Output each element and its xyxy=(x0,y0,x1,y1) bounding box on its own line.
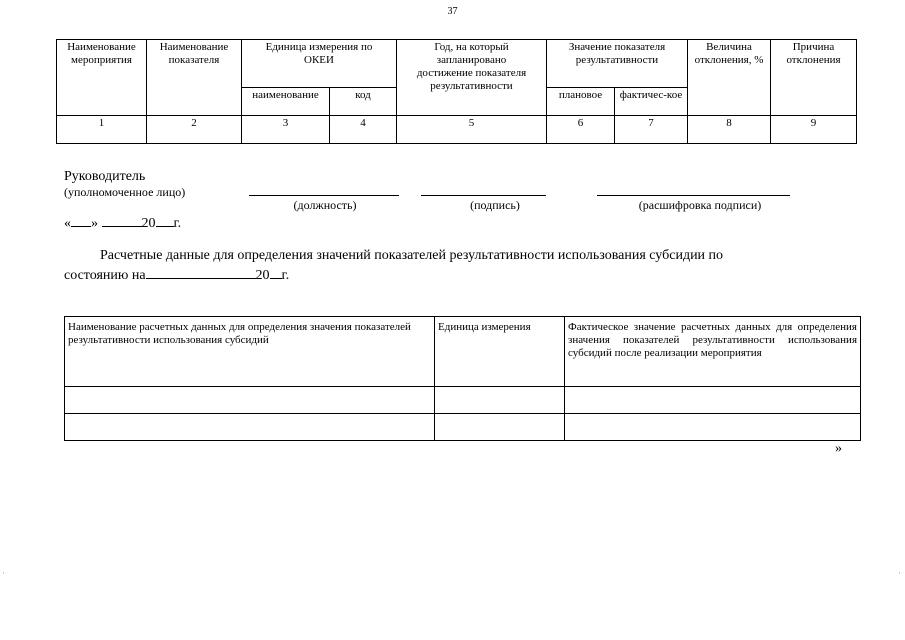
column-number: 2 xyxy=(147,116,242,144)
position-line xyxy=(249,195,399,196)
header-calc-unit: Единица измерения xyxy=(435,317,565,387)
signatory-title: Руководитель xyxy=(64,169,146,184)
empty-cell xyxy=(65,387,435,414)
header-calc-actual-value: Фактическое значение расчетных данных для определения значения показателей результативности использования субсидий после реализации мероприятия xyxy=(565,317,861,387)
header-indicator-name: Наименование показателя xyxy=(147,40,242,116)
column-number: 6 xyxy=(547,116,615,144)
empty-cell xyxy=(65,414,435,441)
column-number: 5 xyxy=(397,116,547,144)
header-actual: фактичес-кое xyxy=(615,88,688,116)
paragraph-line2-start: состоянию на xyxy=(64,268,146,283)
full-name-line xyxy=(597,195,790,196)
column-number: 4 xyxy=(330,116,397,144)
column-number: 7 xyxy=(615,116,688,144)
paragraph-line2-end: г. xyxy=(281,268,290,283)
column-number: 3 xyxy=(242,116,330,144)
empty-cell xyxy=(565,387,861,414)
scan-edge-mark: · xyxy=(2,568,5,578)
header-year: Год, на который запланировано достижение показателя результативности xyxy=(397,40,547,116)
state-date-blank xyxy=(146,266,256,279)
signatory-subtitle: (уполномоченное лицо) xyxy=(64,185,186,199)
paragraph-date-line xyxy=(64,266,289,284)
header-deviation: Величина отклонения, % xyxy=(688,40,771,116)
paragraph-year-blank xyxy=(270,266,282,279)
column-number: 1 xyxy=(57,116,147,144)
column-number: 9 xyxy=(771,116,857,144)
position-caption: (должность) xyxy=(293,198,357,212)
header-event-name: Наименование мероприятия xyxy=(57,40,147,116)
column-number: 8 xyxy=(688,116,771,144)
empty-cell xyxy=(435,414,565,441)
page-number: 37 xyxy=(447,6,458,17)
table-row xyxy=(65,414,861,441)
year-blank xyxy=(156,214,174,227)
header-unit-code: код xyxy=(330,88,397,116)
indicator-table xyxy=(56,39,857,144)
date-line xyxy=(64,214,181,232)
table-row xyxy=(65,387,861,414)
header-planned: плановое xyxy=(547,88,615,116)
header-value-group: Значение показателя результативности xyxy=(547,40,688,88)
calculation-paragraph: Расчетные данные для определения значений показателей результативности использования субсидии по xyxy=(100,248,724,263)
signature-caption: (подпись) xyxy=(470,198,520,212)
scan-edge-mark: · xyxy=(898,568,901,578)
header-unit-group: Единица измерения по ОКЕИ xyxy=(242,40,397,88)
month-blank xyxy=(102,214,142,227)
date-close-quote: » xyxy=(91,216,98,231)
date-open-quote: « xyxy=(64,216,71,231)
header-unit-name: наименование xyxy=(242,88,330,116)
day-blank xyxy=(71,214,91,227)
empty-cell xyxy=(435,387,565,414)
date-suffix: г. xyxy=(173,216,182,231)
header-calc-data-name: Наименование расчетных данных для определения значения показателей результативности использования субсидий xyxy=(65,317,435,387)
calculation-data-table xyxy=(64,316,861,441)
paragraph-year: 20 xyxy=(255,268,270,283)
empty-cell xyxy=(565,414,861,441)
signature-line xyxy=(421,195,546,196)
closing-quote: » xyxy=(835,441,842,456)
full-name-caption: (расшифровка подписи) xyxy=(638,198,762,212)
header-reason: Причина отклонения xyxy=(771,40,857,116)
date-year: 20 xyxy=(141,216,156,231)
